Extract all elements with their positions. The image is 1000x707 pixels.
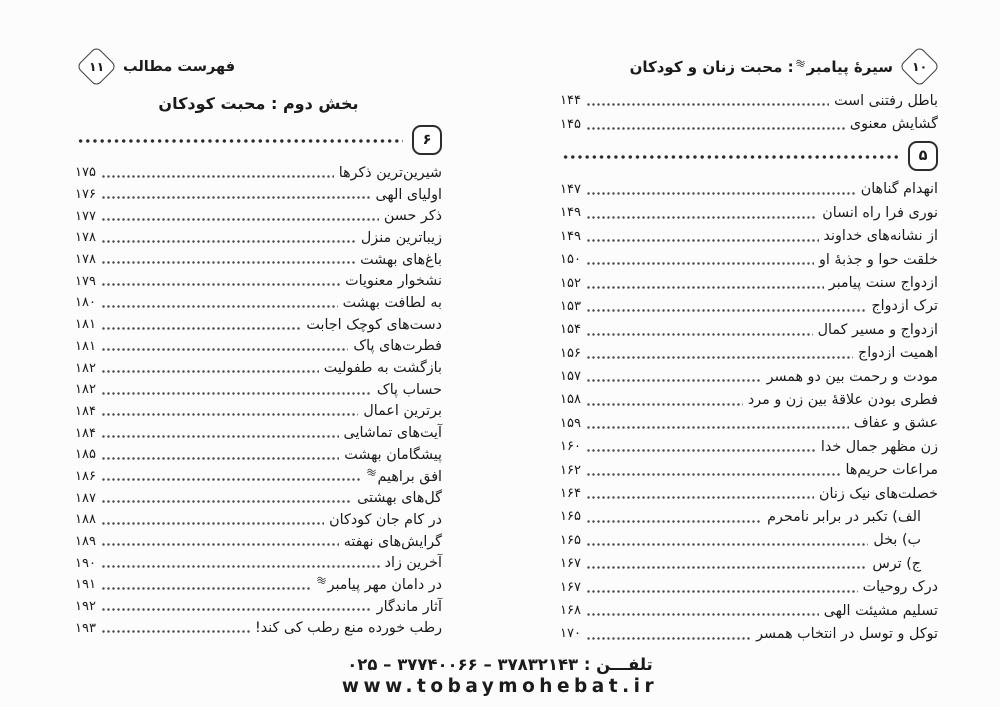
toc-entry-title: رطب خورده منع رطب کی کند! <box>254 620 442 637</box>
toc-entry-page: ۱۸۲ <box>75 360 96 376</box>
dotted-leader <box>586 520 762 523</box>
left-page-header <box>70 44 235 89</box>
section-number-badge: ۶ <box>412 125 442 155</box>
section-divider <box>75 124 442 156</box>
toc-entry-page: ۱۸۲ <box>75 382 96 398</box>
toc-entry-title: افق براهیم <box>365 468 442 485</box>
toc-entry-page: ۱۶۵ <box>560 509 581 525</box>
dotted-leader <box>101 500 352 503</box>
toc-entry <box>75 357 442 379</box>
dotted-leader <box>101 218 379 221</box>
toc-entry <box>75 314 442 336</box>
dotted-leader <box>101 543 339 546</box>
toc-entry-page: ۱۵۶ <box>560 345 581 361</box>
toc-entry <box>75 487 442 509</box>
section-divider <box>560 140 938 172</box>
toc-entry-title: آیت‌های تماشایی <box>343 425 442 442</box>
toc-entry-page: ۱۴۴ <box>560 93 581 109</box>
toc-entry <box>75 422 442 444</box>
toc-entry-title: ازدواج و مسیر کمال <box>817 321 938 338</box>
toc-entry-title: آخرین زاد <box>384 555 442 572</box>
dotted-leader <box>586 496 814 499</box>
toc-entry-page: ۱۴۷ <box>560 181 581 197</box>
phone-line: تلفـــن : ۳۷۸۳۲۱۴۳ – ۳۷۷۴۰۰۶۶ – ۰۲۵ <box>347 655 653 674</box>
dotted-leader <box>101 348 348 351</box>
toc-entry-page: ۱۸۹ <box>75 534 96 550</box>
website-url: www.tobaymohebat.ir <box>341 676 659 697</box>
toc-entry-title: نشخوار معنویات <box>345 273 442 290</box>
dotted-leader <box>586 543 868 546</box>
toc-entry-page: ۱۸۱ <box>75 338 96 354</box>
toc-entry <box>75 552 442 574</box>
alayhissalam-icon <box>366 468 377 477</box>
left-page-title: فهرست مطالب <box>123 58 236 75</box>
toc-entry-title: از نشانه‌های خداوند <box>823 228 938 245</box>
toc-entry-title: پیشگامان بهشت <box>344 446 442 463</box>
toc-entry-title: مودت و رحمت بین دو همسر <box>766 368 938 385</box>
dotted-leader <box>101 608 372 611</box>
toc-list-right <box>560 89 938 646</box>
toc-entry-page: ۱۸۱ <box>75 317 96 333</box>
toc-entry-page: ۱۵۹ <box>560 415 581 431</box>
toc-entry <box>75 292 442 314</box>
dotted-leader <box>586 379 762 382</box>
dotted-leader <box>586 449 816 452</box>
toc-entry-page: ۱۴۹ <box>560 228 581 244</box>
toc-entry-title: اهمیت ازدواج <box>857 345 938 362</box>
dotted-leader <box>586 613 819 616</box>
toc-entry-page: ۱۸۵ <box>75 447 96 463</box>
toc-entry <box>560 412 938 435</box>
dotted-leader <box>586 103 829 106</box>
toc-entry <box>75 184 442 206</box>
toc-entry-title: ذکر حسن <box>383 208 442 225</box>
toc-entry <box>75 617 442 639</box>
dotted-leader <box>101 305 338 308</box>
toc-entry-page: ۱۷۵ <box>75 165 96 181</box>
toc-entry <box>560 295 938 318</box>
dotted-leader <box>101 327 301 330</box>
dotted-leader <box>586 286 824 289</box>
toc-entry <box>560 318 938 341</box>
dotted-leader <box>101 457 339 460</box>
toc-entry-page: ۱۴۹ <box>560 205 581 221</box>
toc-entry-title: در کام جان کودکان <box>329 511 442 528</box>
toc-entry-page: ۱۶۵ <box>560 532 581 548</box>
toc-entry-title: باغ‌های بهشت <box>360 251 442 268</box>
dotted-leader <box>586 309 866 312</box>
toc-entry-page: ۱۶۸ <box>560 603 581 618</box>
toc-entry-title: خلقت حوا و جذبۀ او <box>819 251 938 268</box>
right-page-title-post: : محبت زنان و کودکان <box>629 57 794 76</box>
toc-entry <box>75 596 442 618</box>
toc-entry <box>75 401 442 423</box>
toc-entry-title: به لطافت بهشت <box>342 294 442 311</box>
toc-entry-page: ۱۹۱ <box>75 577 96 593</box>
right-page-header <box>630 44 946 89</box>
dotted-leader <box>586 637 751 640</box>
toc-entry-page: ۱۹۲ <box>75 599 96 615</box>
toc-entry <box>560 435 938 458</box>
toc-entry-title: الف) تکبر در برابر نامحرم <box>767 508 921 525</box>
dotted-leader <box>101 392 372 395</box>
toc-entry <box>75 162 442 184</box>
toc-entry <box>560 529 938 552</box>
toc-entry-title: ازدواج سنت پیامبر <box>828 275 938 292</box>
toc-entry-page: ۱۶۷ <box>560 556 581 572</box>
toc-entry <box>75 270 442 292</box>
left-page-number: ۱۱ <box>88 59 105 75</box>
toc-entry-title: توکل و توسل در انتخاب همسر <box>756 625 938 642</box>
toc-entry-title: اولیای الهی <box>375 186 442 203</box>
toc-entry-title: باطل رفتنی است <box>834 92 938 109</box>
toc-entry-title: ترک ازدواج <box>871 298 938 315</box>
page-number-ornament-right <box>899 46 940 87</box>
toc-entry-title: زیباترین منزل <box>360 229 442 246</box>
toc-entry-page: ۱۷۹ <box>75 273 96 289</box>
toc-entry <box>560 505 938 528</box>
dotted-leader <box>77 139 403 143</box>
toc-entry-page: ۱۵۴ <box>560 322 581 338</box>
toc-entry-title: عشق و عفاف <box>853 415 938 432</box>
toc-entry <box>75 509 442 531</box>
toc-entry <box>560 271 938 294</box>
toc-entry-title: در دامان مهر پیامبر <box>315 576 442 593</box>
toc-entry-title: درک روحیات <box>862 579 938 596</box>
toc-entry <box>560 552 938 575</box>
toc-list-left <box>75 92 442 639</box>
dotted-leader <box>586 216 817 219</box>
toc-entry <box>75 531 442 553</box>
dotted-leader <box>586 566 867 569</box>
toc-entry-title: شیرین‌ترین ذکرها <box>338 164 442 181</box>
pbuh-icon <box>795 59 806 68</box>
dotted-leader <box>101 240 356 243</box>
dotted-leader <box>586 127 845 130</box>
toc-entry-title: خصلت‌های نیک زنان <box>818 485 938 502</box>
toc-entry-title: ج) ترس <box>872 555 921 572</box>
toc-entry-title: گل‌های بهشتی <box>357 490 442 507</box>
toc-entry-page: ۱۶۴ <box>560 486 581 502</box>
toc-entry-page: ۱۶۲ <box>560 462 581 478</box>
dotted-leader <box>586 333 813 336</box>
toc-entry-title: انهدام گناهان <box>860 181 938 198</box>
toc-entry <box>560 575 938 598</box>
toc-entry <box>560 89 938 112</box>
dotted-leader <box>586 239 819 242</box>
toc-entry-page: ۱۶۷ <box>560 579 581 595</box>
toc-entry-title: گشایش معنوی <box>849 116 938 133</box>
toc-entry-title: تسلیم مشیئت الهی <box>823 602 938 619</box>
toc-entry-page: ۱۵۲ <box>560 275 581 291</box>
toc-entry-title: بازگشت به طفولیت <box>323 360 442 377</box>
toc-entry-page: ۱۸۰ <box>75 295 96 311</box>
toc-entry <box>560 178 938 201</box>
toc-entry <box>75 574 442 596</box>
toc-entry-title: نوری فرا راه انسان <box>822 204 938 221</box>
toc-entry <box>560 365 938 388</box>
toc-entry <box>560 388 938 411</box>
toc-entry-title: فطرت‌های پاک <box>353 338 442 355</box>
toc-entry <box>75 444 442 466</box>
toc-entry <box>75 379 442 401</box>
toc-entry <box>560 201 938 224</box>
dotted-leader <box>101 630 250 633</box>
toc-entry-title: ب) بخل <box>873 532 921 549</box>
dotted-leader <box>562 155 899 159</box>
right-page-title-pre: سیرۀ پیامبر <box>806 57 893 76</box>
toc-entry <box>560 225 938 248</box>
dotted-leader <box>586 473 841 476</box>
dotted-leader <box>101 478 360 481</box>
dotted-leader <box>586 192 856 195</box>
toc-entries-left <box>75 124 442 639</box>
toc-entry <box>75 336 442 358</box>
toc-entry <box>560 622 938 645</box>
toc-entry-title: مراعات حریم‌ها <box>845 462 938 479</box>
dotted-leader <box>586 590 858 593</box>
toc-entry-page: ۱۷۶ <box>75 187 96 203</box>
toc-entry <box>560 599 938 622</box>
toc-entry-title: آثار ماندگار <box>376 598 442 615</box>
toc-entry-page: ۱۷۸ <box>75 230 96 246</box>
toc-entry-title: دست‌های کوچک اجابت <box>306 316 442 333</box>
toc-entry <box>560 342 938 365</box>
dotted-leader <box>101 413 358 416</box>
toc-entry-page: ۱۷۸ <box>75 252 96 268</box>
page-number-ornament-left <box>76 46 117 87</box>
toc-entry <box>75 466 442 488</box>
publisher-footer <box>0 655 1000 697</box>
dotted-leader <box>586 426 849 429</box>
dotted-leader <box>101 261 355 264</box>
dotted-leader <box>101 522 324 525</box>
dotted-leader <box>101 587 310 590</box>
toc-entry <box>560 248 938 271</box>
part-heading: بخش دوم : محبت کودکان <box>158 94 359 113</box>
toc-entry-page: ۱۷۰ <box>560 626 581 642</box>
toc-entry-title: زن مظهر جمال خدا <box>820 438 938 455</box>
toc-entry-title: برترین اعمال <box>363 403 442 420</box>
toc-entry-page: ۱۵۸ <box>560 392 581 408</box>
toc-entry-page: ۱۵۰ <box>560 252 581 268</box>
toc-entry-page: ۱۶۰ <box>560 439 581 455</box>
dotted-leader <box>586 356 853 359</box>
toc-entry-page: ۱۹۳ <box>75 620 96 636</box>
toc-entry-page: ۱۸۷ <box>75 490 96 506</box>
dotted-leader <box>101 435 339 438</box>
toc-entry <box>560 482 938 505</box>
toc-entry <box>75 249 442 271</box>
toc-entry-title: فطری بودن علاقۀ بین زن و مرد <box>747 391 938 408</box>
toc-entry-page: ۱۴۵ <box>560 116 581 132</box>
toc-entry-page: ۱۹۰ <box>75 555 96 571</box>
toc-entry <box>560 458 938 481</box>
toc-entry <box>75 205 442 227</box>
dotted-leader <box>586 262 814 265</box>
right-page-title <box>630 58 893 76</box>
toc-entry-title: حساب پاک <box>376 381 442 398</box>
toc-entry-page: ۱۸۴ <box>75 425 96 441</box>
toc-entry-page: ۱۸۴ <box>75 403 96 419</box>
toc-entry-page: ۱۵۳ <box>560 298 581 314</box>
dotted-leader <box>101 175 334 178</box>
dotted-leader <box>101 283 340 286</box>
right-page-number: ۱۰ <box>911 59 928 75</box>
section-number-badge: ۵ <box>908 141 938 171</box>
dotted-leader <box>101 196 371 199</box>
toc-entry <box>75 227 442 249</box>
toc-entry <box>560 112 938 135</box>
pbuh-icon <box>316 576 327 585</box>
toc-entry-page: ۱۸۶ <box>75 468 96 484</box>
dotted-leader <box>101 370 319 373</box>
toc-entry-page: ۱۷۷ <box>75 208 96 224</box>
toc-entry-title: گرایش‌های نهفته <box>343 533 442 550</box>
dotted-leader <box>586 403 743 406</box>
toc-entry-page: ۱۸۸ <box>75 512 96 528</box>
toc-entry-page: ۱۵۷ <box>560 369 581 385</box>
dotted-leader <box>101 565 380 568</box>
